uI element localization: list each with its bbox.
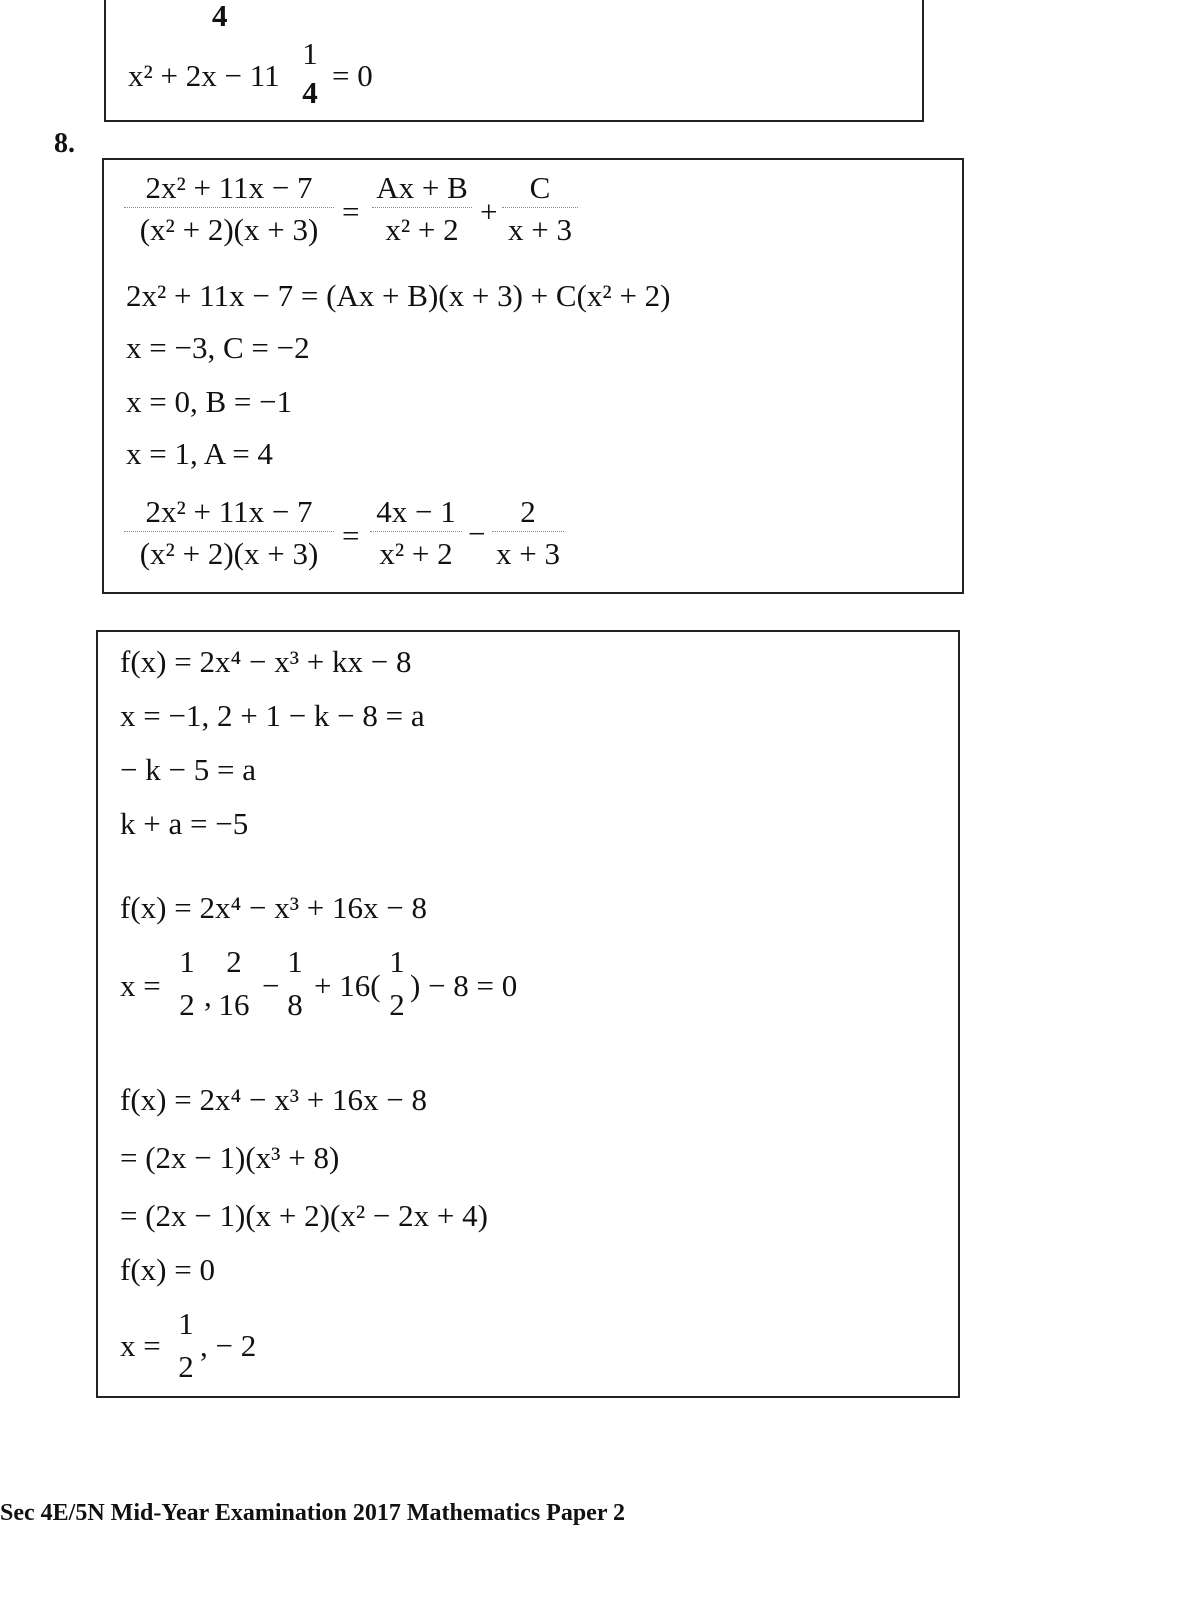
solution-end: , − 2: [200, 1328, 257, 1363]
solution-prefix: x =: [120, 1328, 161, 1363]
minus-sign: −: [468, 516, 486, 551]
factorisation-step2: = (2x − 1)(x + 2)(x² − 2x + 4): [120, 1198, 488, 1233]
fraction-numerator: 2: [520, 494, 536, 529]
function-with-k: f(x) = 2x⁴ − x³ + 16x − 8: [120, 890, 428, 925]
factor-check-term3: [384, 946, 410, 1020]
remainder-simplified: − k − 5 = a: [120, 752, 256, 787]
equals-sign: =: [342, 194, 360, 229]
fraction-denominator: 8: [287, 987, 303, 1022]
fraction-numerator: 1: [178, 1306, 194, 1341]
minus-sign: −: [262, 968, 280, 1003]
factor-check-middle: + 16(: [314, 968, 381, 1003]
fraction-denominator: (x² + 2)(x + 3): [139, 536, 319, 571]
equals-sign: =: [342, 518, 360, 553]
fraction-numerator: 1: [287, 944, 303, 979]
factorisation-step1: = (2x − 1)(x³ + 8): [120, 1140, 340, 1175]
fraction-denominator: 2: [179, 987, 195, 1022]
fraction-numerator: 2x² + 11x − 7: [145, 170, 313, 205]
substitution-line-c: x = −3, C = −2: [126, 330, 310, 365]
fraction-denominator: x² + 2: [385, 212, 459, 247]
fraction-numerator: 2: [226, 944, 242, 979]
remainder-substitution: x = −1, 2 + 1 − k − 8 = a: [120, 698, 425, 733]
fraction-denominator: 2: [178, 1349, 194, 1384]
equation-lhs: x² + 2x − 11: [128, 58, 280, 93]
solution-fraction: [172, 1308, 200, 1382]
factor-check-x-value: [172, 946, 202, 1020]
fraction-denominator: 16: [218, 987, 250, 1022]
fraction-ax-plus-b: [372, 172, 472, 245]
factor-check-term1: [214, 946, 254, 1020]
factor-check-end: ) − 8 = 0: [410, 968, 518, 1003]
result-fraction-lhs: [124, 496, 334, 569]
factor-check-term2: [282, 946, 308, 1020]
fraction-denominator: x + 3: [508, 212, 572, 247]
equation-fraction: [298, 38, 322, 108]
result-fraction-4x-minus-1: [370, 496, 462, 569]
plus-sign: +: [480, 194, 498, 229]
fraction-denominator: (x² + 2)(x + 3): [139, 212, 319, 247]
fraction-numerator: 2x² + 11x − 7: [145, 494, 313, 529]
fraction-numerator: 1: [389, 944, 405, 979]
function-repeat: f(x) = 2x⁴ − x³ + 16x − 8: [120, 1082, 428, 1117]
fraction-denominator: x² + 2: [379, 536, 453, 571]
fraction-numerator: 1: [179, 944, 195, 979]
fraction-denominator: x + 3: [496, 536, 560, 571]
substitution-line-a: x = 1, A = 4: [126, 436, 273, 471]
result-fraction-2: [492, 496, 564, 569]
substitution-line-b: x = 0, B = −1: [126, 384, 293, 419]
factor-check-prefix: x =: [120, 968, 161, 1003]
remainder-result: k + a = −5: [120, 806, 249, 841]
fraction-fragment: 4: [212, 0, 228, 33]
function-definition: f(x) = 2x⁴ − x³ + kx − 8: [120, 644, 412, 679]
fraction-numerator: Ax + B: [376, 170, 468, 205]
comma: ,: [204, 978, 212, 1013]
question-number: 8.: [54, 128, 75, 159]
page-footer: Sec 4E/5N Mid-Year Examination 2017 Mathematics Paper 2: [0, 1500, 626, 1526]
fraction-lhs: [124, 172, 334, 245]
equation-rhs: = 0: [332, 58, 373, 93]
fraction-numerator: 4x − 1: [376, 494, 456, 529]
function-equals-zero: f(x) = 0: [120, 1252, 215, 1287]
fraction-denominator: 2: [389, 987, 405, 1022]
identity-line: 2x² + 11x − 7 = (Ax + B)(x + 3) + C(x² + 2): [126, 278, 671, 313]
fraction-numerator: 1: [302, 36, 318, 71]
fraction-denominator: 4: [302, 75, 318, 110]
fraction-c: [502, 172, 578, 245]
fraction-numerator: C: [529, 170, 551, 205]
